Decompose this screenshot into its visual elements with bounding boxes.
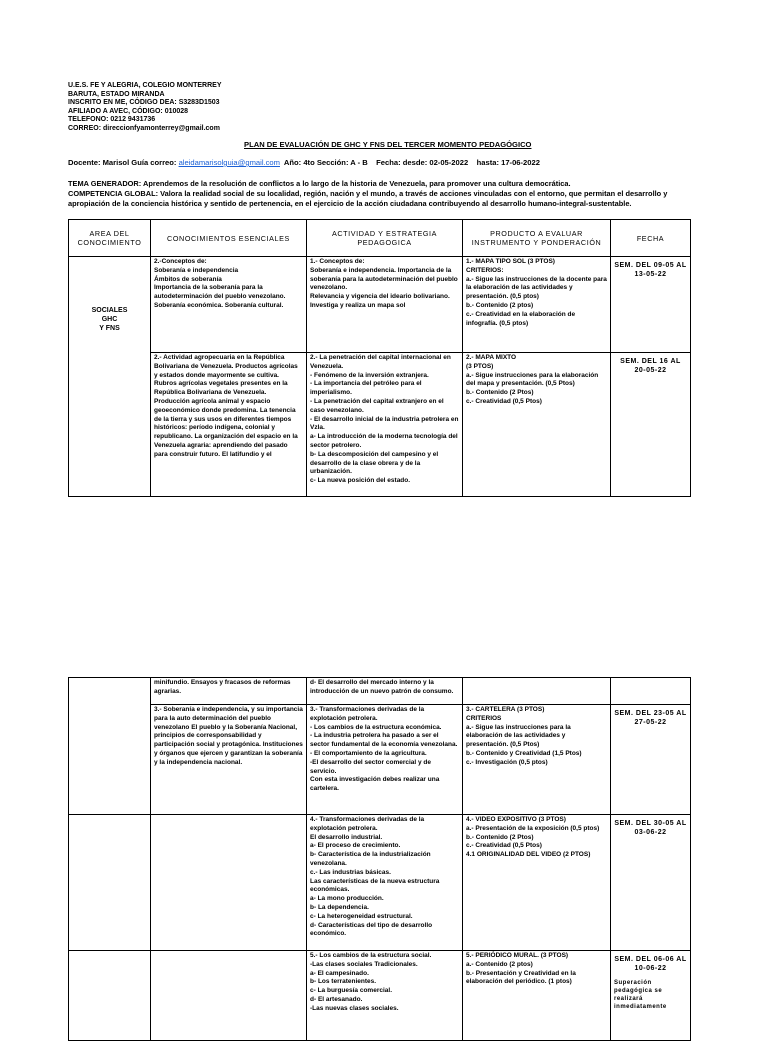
actividad-cell: 2.- La penetración del capital internacional en Venezuela. - Fenómeno de la inversión extranjera. - La importancia del petróleo para el imperialismo. - La penetración del capital extranjero en el caso venezolano. - El desarrollo inicial de la industria petrolera en Vzla. a- La introducción de la moderna tecnología del sector petrolero. b- La descomposición del campesino y el desarrollo de la clase obrera y de la urbanización. c- La nueva posición del estado.: [307, 353, 463, 497]
email-link[interactable]: aleidamarisolguia@gmail.com: [178, 158, 280, 167]
producto-cell: 4.- VIDEO EXPOSITIVO (3 PTOS) a.- Presentación de la exposición (0,5 ptos) b.- Contenido (2 Ptos) c.- Creatividad (0,5 Ptos) 4.1 ORIGINALIDAD DEL VIDEO (2 PTOS): [463, 815, 611, 951]
conocimientos-cell: [151, 951, 307, 1041]
header-producto: PRODUCTO A EVALUAR INSTRUMENTO Y PONDERACIÓN: [463, 220, 611, 257]
header-line: AFILIADO A AVEC, CÓDIGO: 010028: [68, 107, 189, 115]
producto-cell: 2.- MAPA MIXTO (3 PTOS) a.- Sigue instrucciones para la elaboración del mapa y presentación. (0,5 Ptos) b.- Contenido (2 Ptos) c.- Creatividad (0,5 Ptos): [463, 353, 611, 497]
producto-cell: [463, 678, 611, 705]
area-cell-empty: [69, 951, 151, 1041]
school-header: [68, 82, 222, 134]
header-line: CORREO: direccionfyamonterrey@gmail.com: [68, 124, 220, 132]
fecha-cell: SEM. DEL 09-05 AL 13-05-22: [611, 257, 691, 353]
area-cell: SOCIALES GHC Y FNS: [69, 257, 151, 497]
header-conocimientos: CONOCIMIENTOS ESENCIALES: [151, 220, 307, 257]
actividad-cell: 4.- Transformaciones derivadas de la explotación petrolera. El desarrollo industrial. a- El proceso de crecimiento. b- Característica de la industrialización venezolana. c.- Las industrias básicas. Las características de la nueva estructura económicas. a- La mono producción. b- La dependencia. c- La heterogeneidad estructural. d- Características del tipo de desarrollo económico.: [307, 815, 463, 951]
evaluation-table-page1: [68, 219, 691, 497]
fecha-cell: SEM. DEL 23-05 AL 27-05-22: [611, 705, 691, 815]
actividad-cell: 3.- Transformaciones derivadas de la explotación petrolera. - Los cambios de la estructura económica. - La industria petrolera ha pasado a ser el sector fundamental de la economía venezolana. - El comportamiento de la agricultura. -El desarrollo del sector comercial y de servicio. Con esta investigación debes realizar una cartelera.: [307, 705, 463, 815]
fecha-cell: [611, 951, 691, 1041]
fecha-cell: [611, 678, 691, 705]
conocimientos-cell: 2.-Conceptos de: Soberanía e independencia Ámbitos de soberanía Importancia de la soberanía para la autodeterminación del pueblo venezolano. Soberanía económica. Soberanía cultural.: [151, 257, 307, 353]
tema-generador: TEMA GENERADOR: Aprendemos de la resolución de conflictos a lo largo de la historia de Venezuela, para promover una cultura democrática. COMPETENCIA GLOBAL: Valora la realidad social de su localidad, región, nación y el mundo, a través de acciones vinculadas con el entorno, que permitan el desarrollo y apropiación de la conciencia histórica y sentido de pertenencia, en el ejercicio de la acción ciudadana contribuyendo al desarrollo humano-integral-sustentable.: [68, 179, 668, 208]
header-fecha: FECHA: [611, 220, 691, 257]
conocimientos-cell: 2.- Actividad agropecuaria en la República Bolivariana de Venezuela. Productos agrícolas y estados donde mayormente se cultiva. Rubros agrícolas vegetales presentes en la República Bolivariana de Venezuela. Producción agrícola animal y espacio geoeconómico donde predomina. La tenencia de la tierra y sus usos en diferentes tiempos históricos: período indígena, colonial y republicano. La organización del espacio en la Venezuela agraria: aprendiendo del pasado para construir futuro. El latifundio y el: [151, 353, 307, 497]
fecha-cell: SEM. DEL 30-05 AL 03-06-22: [611, 815, 691, 951]
fecha-text: SEM. DEL 06-06 AL 10-06-22: [614, 956, 687, 972]
conocimientos-cell: 3.- Soberanía e independencia, y su importancia para la auto determinación del pueblo venezolano El pueblo y la Soberanía Nacional, principios de corresponsabilidad y participación social y protagónica. Instituciones y órganos que ejercen y garantizan la soberanía y la independencia nacional.: [151, 705, 307, 815]
fecha-cell: SEM. DEL 16 AL 20-05-22: [611, 353, 691, 497]
conocimientos-cell: [151, 815, 307, 951]
docente-line: [68, 158, 540, 167]
actividad-cell: d- El desarrollo del mercado interno y la introducción de un nuevo patrón de consumo.: [307, 678, 463, 705]
conocimientos-cell: minifundio. Ensayos y fracasos de reformas agrarias.: [151, 678, 307, 705]
docente-prefix: Docente: Marisol Guía correo:: [68, 158, 179, 167]
header-line: BARUTA, ESTADO MIRANDA: [68, 90, 165, 98]
document-title: PLAN DE EVALUACIÓN DE GHC Y FNS DEL TERCER MOMENTO PEDAGÓGICO: [244, 140, 532, 149]
header-actividad: ACTIVIDAD Y ESTRATEGIA PEDAGOGICA: [307, 220, 463, 257]
docente-details: Año: 4to Sección: A - B Fecha: desde: 02-05-2022 hasta: 17-06-2022: [279, 158, 540, 167]
header-line: INSCRITO EN ME, CÓDIGO DEA: S3283D1503: [68, 99, 220, 107]
evaluation-table-page2: [68, 677, 691, 1041]
actividad-cell: 5.- Los cambios de la estructura social. -Las clases sociales Tradicionales. a- El campesinado. b- Los terratenientes. c- La burguesía comercial. d- El artesanado. -Las nuevas clases sociales.: [307, 951, 463, 1041]
producto-cell: 3.- CARTELERA (3 PTOS) CRITERIOS a.- Sigue las instrucciones para la elaboración de las actividades y presentación. (0,5 Ptos) b.- Contenido y Creatividad (1,5 Ptos) c.- Investigación (0,5 ptos): [463, 705, 611, 815]
area-cell-empty: [69, 815, 151, 951]
header-line: U.E.S. FE Y ALEGRIA, COLEGIO MONTERREY: [68, 82, 222, 89]
header-line: TELEFONO: 0212 9431736: [68, 116, 156, 124]
nota-superacion: Superación pedagógica se realizará inmediatamente: [614, 980, 667, 1010]
actividad-cell: 1.- Conceptos de: Soberanía e independencia. Importancia de la soberanía para la autodeterminación del pueblo venezolano. Relevancia y vigencia del ideario bolivariano. Investiga y realiza un mapa sol: [307, 257, 463, 353]
producto-cell: 5.- PERIÓDICO MURAL. (3 PTOS) a.- Contenido (2 ptos) b.- Presentación y Creatividad en la elaboración del periódico. (1 ptos): [463, 951, 611, 1041]
header-area: AREA DEL CONOCIMIENTO: [69, 220, 151, 257]
area-cell-empty: [69, 678, 151, 815]
producto-cell: 1.- MAPA TIPO SOL (3 PTOS) CRITERIOS: a.- Sigue las instrucciones de la docente para la elaboración de las actividades y presentación. (0,5 ptos) b.- Contenido (2 ptos) c.- Creatividad en la elaboración de infografía. (0,5 ptos): [463, 257, 611, 353]
